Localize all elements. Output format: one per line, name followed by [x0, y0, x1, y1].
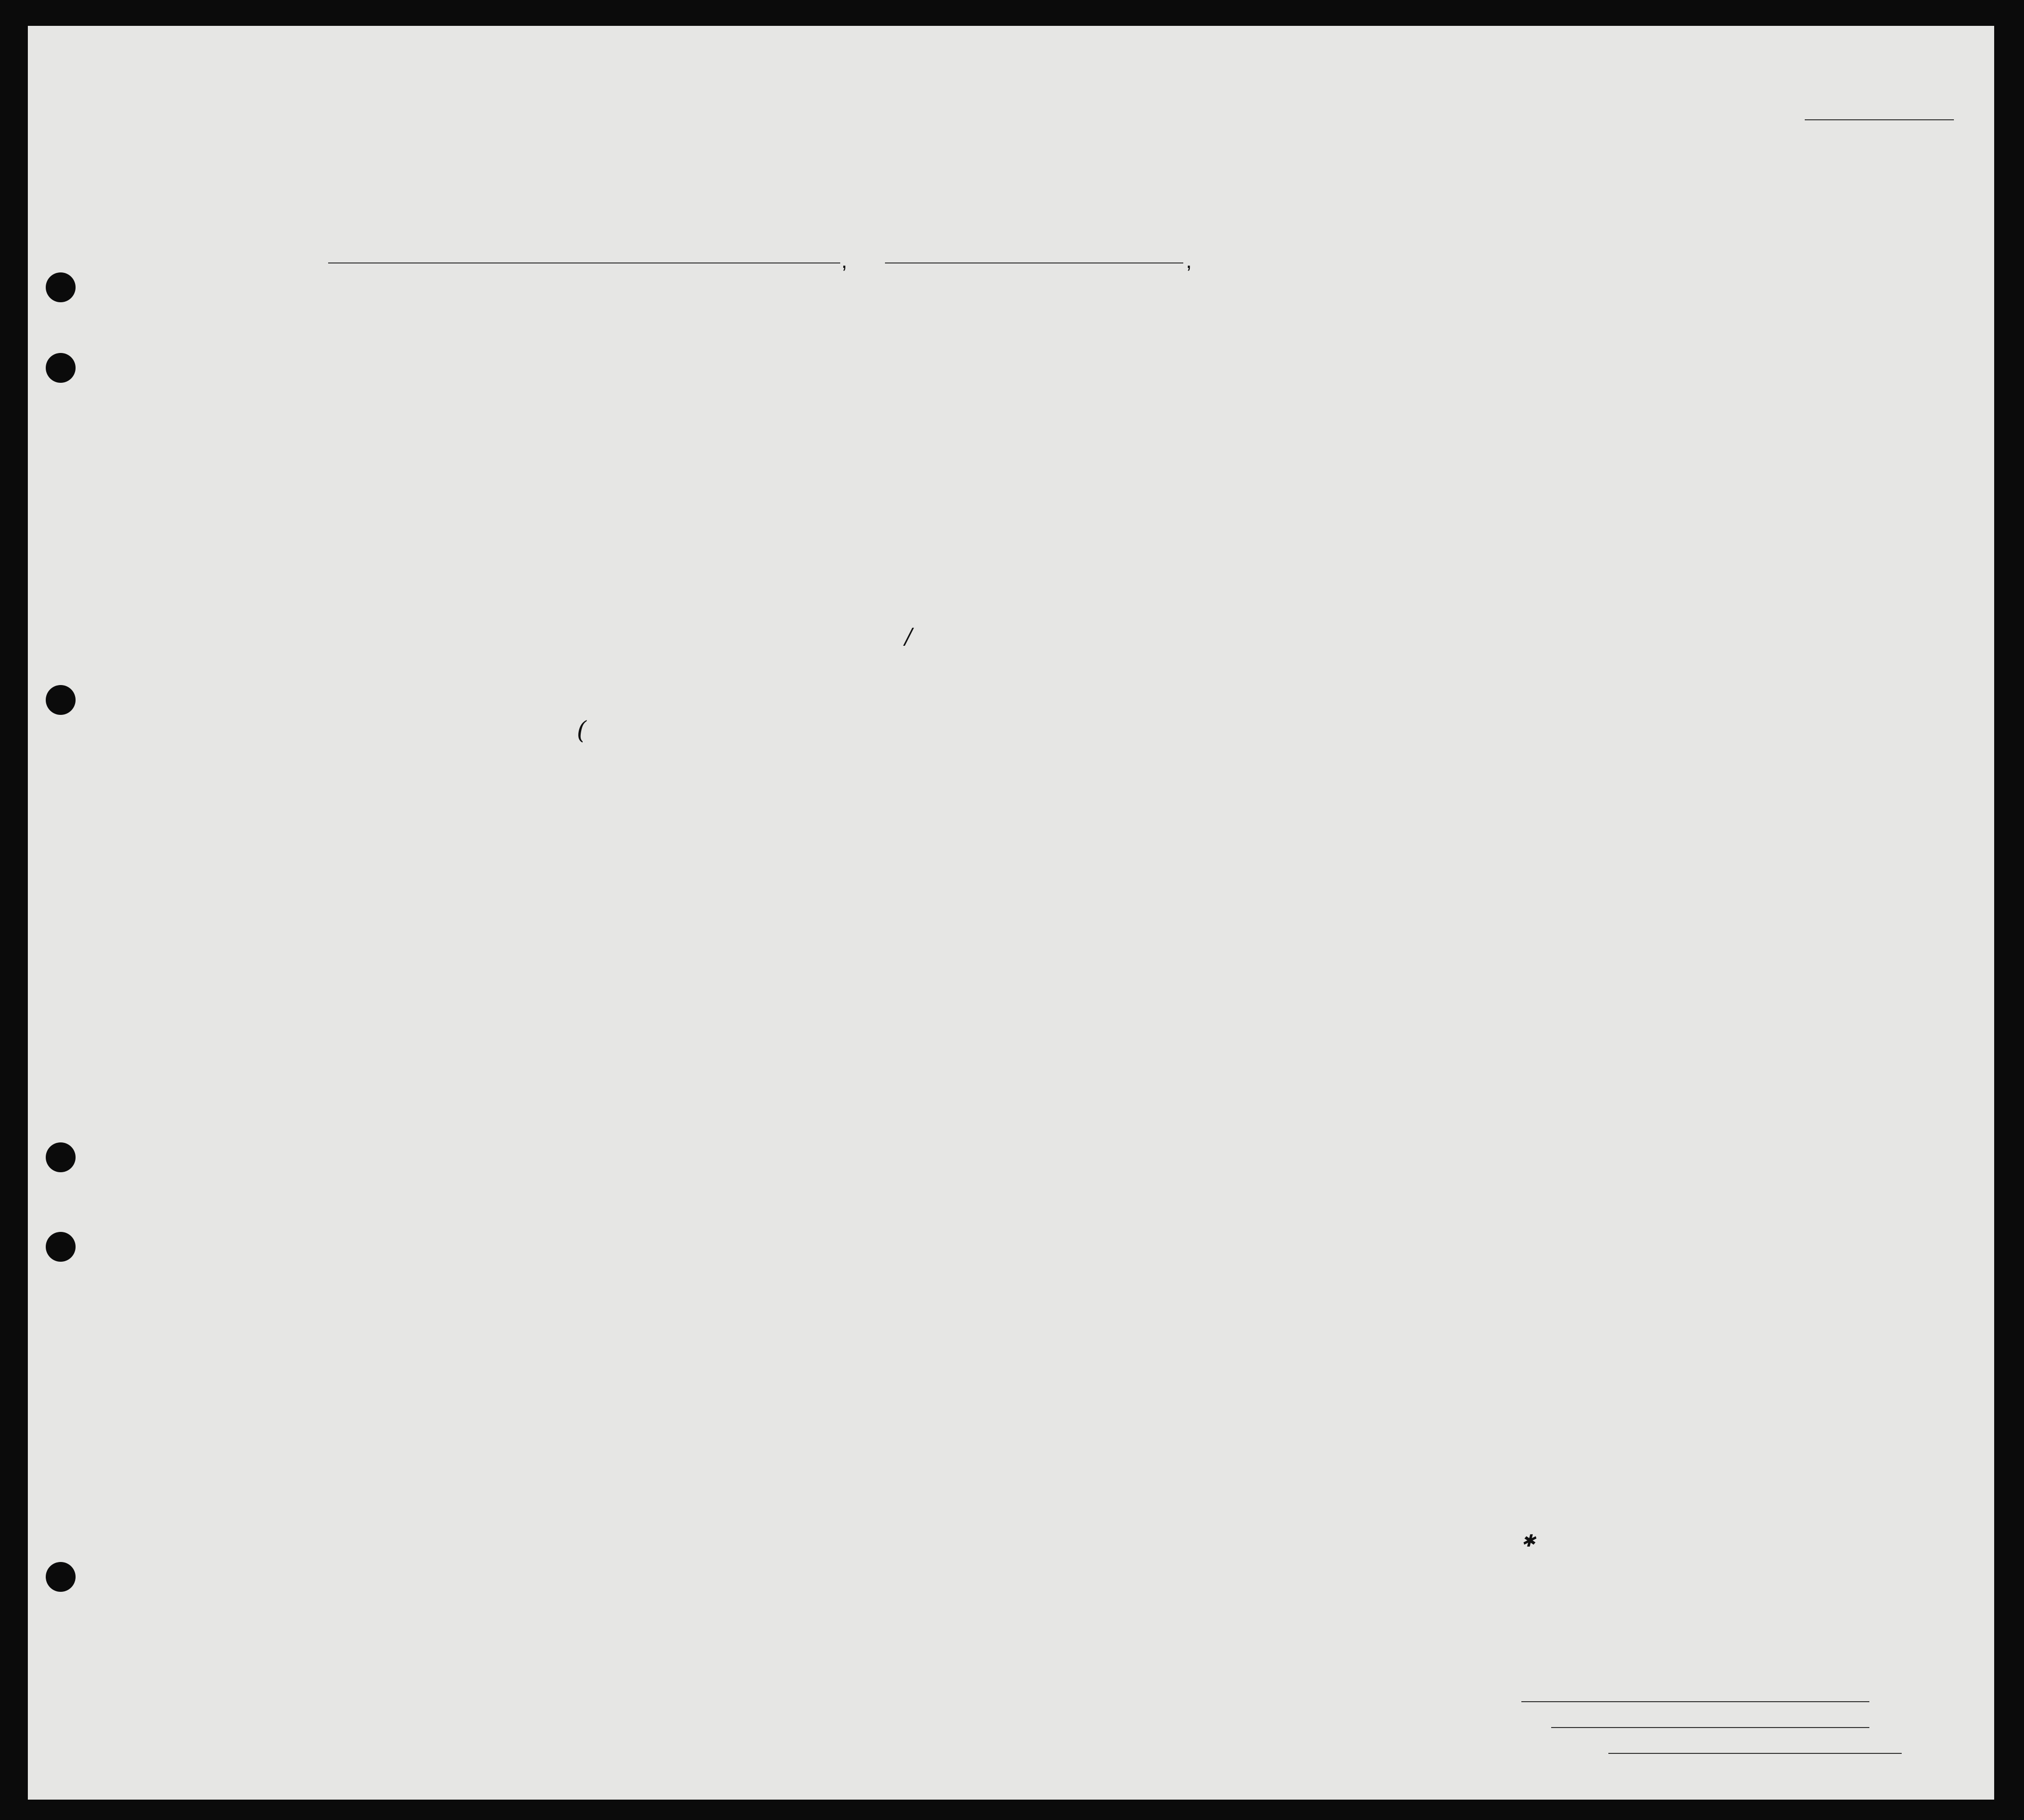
col-q29 [1432, 331, 1467, 452]
line-underline [1521, 1701, 1869, 1702]
col-polygamist [1322, 348, 1337, 452]
agents-underline [1608, 1753, 1902, 1754]
comma: , [841, 249, 848, 273]
col-prison [1269, 348, 1314, 452]
handwritten-flourish: ( [577, 716, 587, 745]
col-q31 [1492, 331, 1510, 452]
col-q30 [1469, 331, 1488, 452]
col-purpose-c [1231, 348, 1259, 452]
handwritten-check: / [905, 624, 912, 649]
col-ticket [566, 329, 586, 451]
comma: , [1186, 249, 1192, 273]
col-purpose-a [1161, 348, 1190, 452]
owners-underline [1551, 1727, 1869, 1728]
col-feet [1641, 418, 1653, 447]
col-purpose-b [1196, 348, 1225, 452]
handwritten-mark: ✱ [1521, 1531, 1536, 1551]
col-inches [1663, 408, 1675, 447]
col-money [692, 329, 712, 451]
col-anarchist [1346, 348, 1361, 452]
col-q28 [1380, 331, 1434, 452]
